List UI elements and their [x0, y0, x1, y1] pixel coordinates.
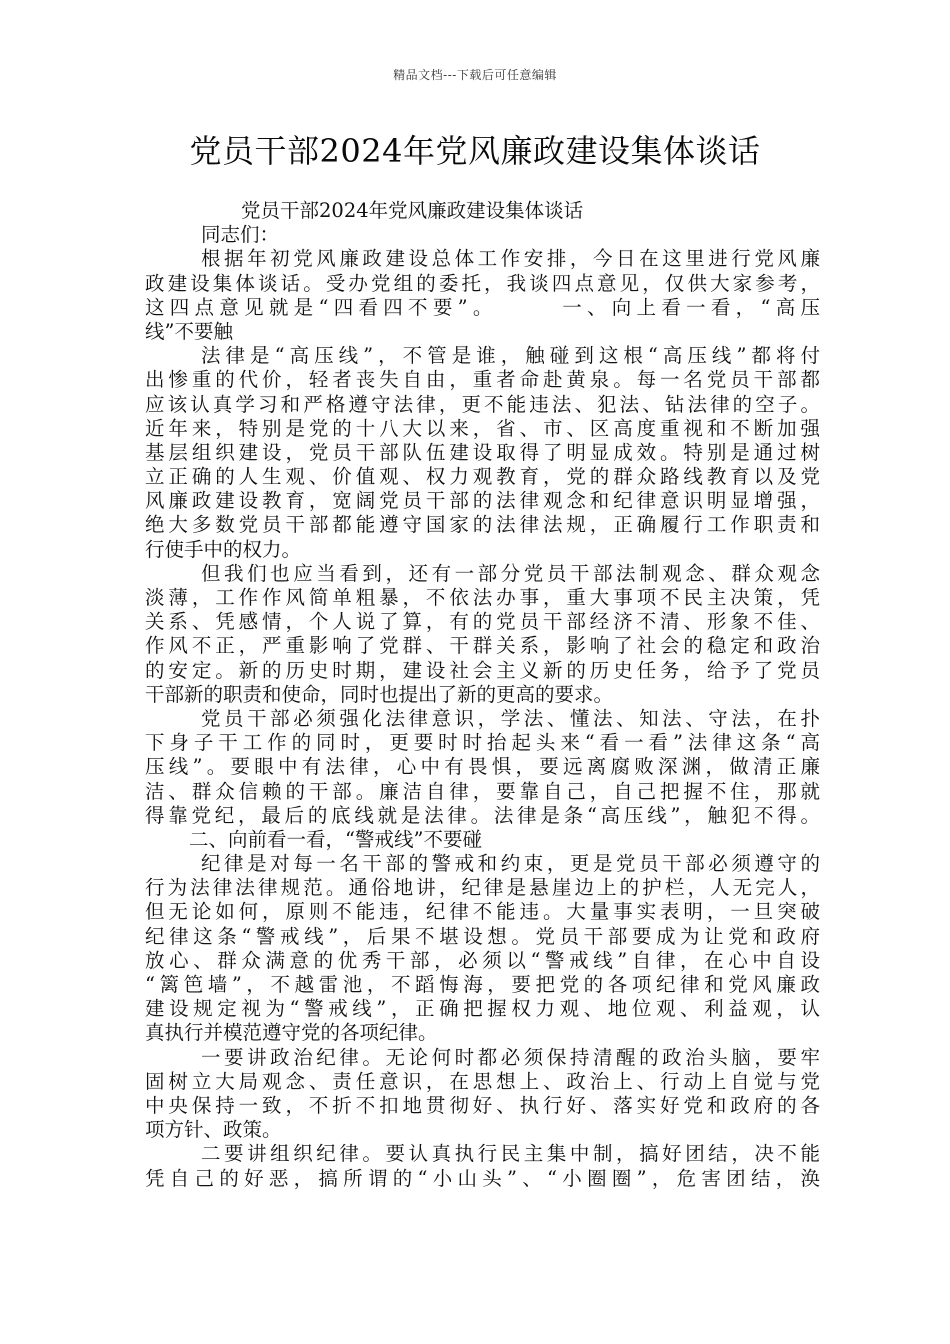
text-line: 党员干部2024年党风廉政建设集体谈话 [241, 199, 584, 222]
text-line: 凭自己的好恶，搞所谓的“小山头”、“小圈圈”，危害团结，涣 [145, 1166, 820, 1190]
text-line: 一要讲政治纪律。无论何时都必须保持清醒的政治头脑，要牢 [201, 1045, 820, 1069]
text-line: 真执行并模范遵守党的各项纪律。 [145, 1021, 438, 1045]
text-line: 项方针、政策。 [145, 1118, 282, 1142]
text-line: 中央保持一致，不折不扣地贯彻好、执行好、落实好党和政府的各 [145, 1093, 820, 1117]
text-line: 出惨重的代价，轻者丧失自由，重者命赴黄泉。每一名党员干部都 [145, 368, 820, 392]
text-line: 固树立大局观念、责任意识，在思想上、政治上、行动上自觉与党 [145, 1069, 820, 1093]
text-line: 立正确的人生观、价值观、权力观教育，党的群众路线教育以及党 [145, 465, 820, 489]
text-line: 下身子干工作的同时，更要时时抬起头来“看一看”法律这条“高 [145, 731, 820, 755]
text-line: 纪律这条“警戒线”，后果不堪设想。党员干部要成为让党和政府 [145, 924, 820, 948]
text-line: 这四点意见就是“四看四不要”。 一、向上看一看，“高压 [145, 295, 820, 319]
text-line: 风廉政建设教育，宽阔党员干部的法律观念和纪律意识明显增强， [145, 489, 820, 513]
text-line: 洁、群众信赖的干部。廉洁自律，要靠自己，自己把握不住，那就 [145, 779, 820, 803]
text-line: 但无论如何，原则不能违，纪律不能违。大量事实表明，一旦突破 [145, 900, 820, 924]
text-line: 压线”。要眼中有法律，心中有畏惧，要远离腐败深渊，做清正廉 [145, 755, 820, 779]
text-line: 得靠党纪，最后的底线就是法律。法律是条“高压线”，触犯不得。 [145, 803, 820, 827]
text-line: 作风不正，严重影响了党群、干群关系，影响了社会的稳定和政治 [145, 634, 820, 658]
text-line: 根据年初党风廉政建设总体工作安排，今日在这里进行党风廉 [201, 247, 820, 271]
text-line: 线”不要触 [145, 319, 233, 343]
text-line: 应该认真学习和严格遵守法律，更不能违法、犯法、钻法律的空子。 [145, 392, 820, 416]
text-line: 政建设集体谈话。受办党组的委托，我谈四点意见，仅供大家参考， [145, 271, 820, 295]
text-line: 二要讲组织纪律。要认真执行民主集中制，搞好团结，决不能 [201, 1142, 820, 1166]
text-line: 干部新的职责和使命，同时也提出了新的更高的要求。 [145, 682, 614, 706]
text-line: 绝大多数党员干部都能遵守国家的法律法规，正确履行工作职责和 [145, 513, 820, 537]
text-line: 的安定。新的历史时期，建设社会主义新的历史任务，给予了党员 [145, 658, 820, 682]
document-title: 党员干部2024年党风廉政建设集体谈话 [189, 132, 761, 170]
header-note: 精品文档---下载后可任意编辑 [393, 68, 557, 82]
text-line: 但我们也应当看到，还有一部分党员干部法制观念、群众观念 [201, 561, 820, 585]
text-line: 党员干部必须强化法律意识，学法、懂法、知法、守法，在扑 [201, 706, 820, 730]
text-line: 关系、凭感情，个人说了算，有的党员干部经济不清、形象不佳、 [145, 610, 820, 634]
text-line: 建设规定视为“警戒线”，正确把握权力观、地位观、利益观，认 [145, 997, 820, 1021]
text-line: 淡薄，工作作风简单粗暴，不依法办事，重大事项不民主决策，凭 [145, 586, 820, 609]
text-line: 行为法律法律规范。通俗地讲，纪律是悬崖边上的护栏，人无完人， [145, 876, 820, 900]
text-line: 行使手中的权力。 [145, 537, 302, 561]
document-body [145, 199, 820, 1191]
text-line: 放心、群众满意的优秀干部，必须以“警戒线”自律，在心中自设 [145, 948, 820, 972]
text-line: 同志们： [201, 223, 280, 247]
text-line: 基层组织建设，党员干部队伍建设取得了明显成效。特别是通过树 [145, 440, 820, 464]
text-line: 法律是“高压线”，不管是谁，触碰到这根“高压线”都将付 [201, 344, 820, 368]
text-line: “篱笆墙”，不越雷池，不蹈悔海，要把党的各项纪律和党风廉政 [145, 973, 820, 996]
text-line: 纪律是对每一名干部的警戒和约束，更是党员干部必须遵守的 [201, 852, 820, 876]
text-line: 二、向前看一看，“警戒线”不要碰 [189, 827, 482, 851]
text-line: 近年来，特别是党的十八大以来，省、市、区高度重视和不断加强 [145, 416, 820, 440]
